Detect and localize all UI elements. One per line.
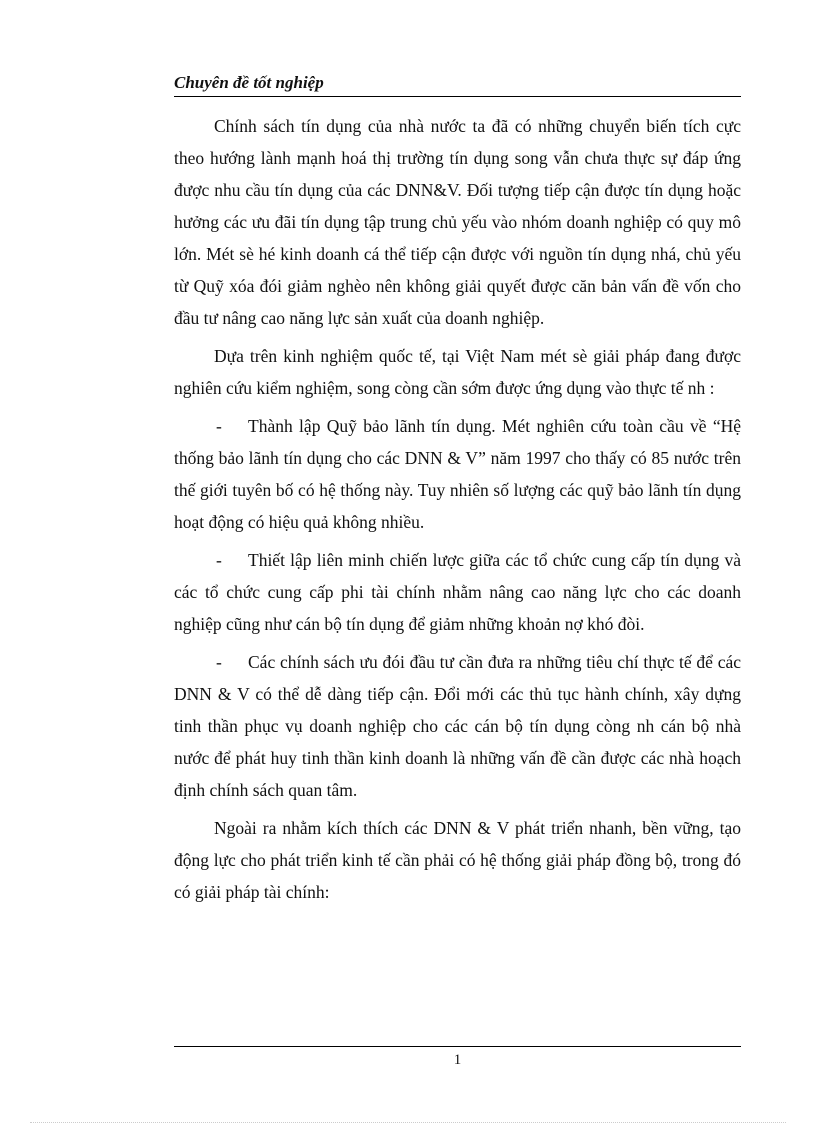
paragraph-text: Ngoài ra nhằm kích thích các DNN & V phát triển nhanh, bền vững, tạo động lực cho phát triển kinh tế cần phải có hệ thống giải pháp đồng bộ, trong đó có giải pháp tài chính: — [174, 818, 741, 902]
document-body — [174, 110, 741, 908]
paragraph-text: Thành lập Quỹ bảo lãnh tín dụng. Mét nghiên cứu toàn cầu về “Hệ thống bảo lãnh tín dụng cho các DNN & V” năm 1997 cho thấy có 85 nước trên thế giới tuyên bố có hệ thống này. Tuy nhiên số lượng các quỹ bảo lãnh tín dụng hoạt động có hiệu quả không nhiều. — [174, 416, 741, 532]
page-header — [174, 73, 741, 97]
footer-divider — [174, 1046, 741, 1047]
paragraph-text: Thiết lập liên minh chiến lược giữa các tổ chức cung cấp tín dụng và các tổ chức cung cấp phi tài chính nhằm nâng cao năng lực cho các doanh nghiệp cũng như cán bộ tín dụng để giảm những khoản nợ khó đòi. — [174, 550, 741, 634]
paragraph — [174, 340, 741, 404]
bullet-paragraph — [174, 544, 741, 640]
dash-marker: - — [216, 550, 222, 570]
paragraph-text: Chính sách tín dụng của nhà nước ta đã có những chuyển biến tích cực theo hướng lành mạnh hoá thị trường tín dụng song vẫn chưa thực sự đáp ứng được nhu cầu tín dụng của các DNN&V. Đối tượng tiếp cận được tín dụng hoặc hưởng các ưu đãi tín dụng tập trung chủ yếu vào nhóm doanh nghiệp có quy mô lớn. Mét sè hé kinh doanh cá thể tiếp cận được với nguồn tín dụng nhá, chủ yếu từ Quỹ xóa đói giảm nghèo nên không giải quyết được căn bản vấn đề vốn cho đầu tư nâng cao năng lực sản xuất của doanh nghiệp. — [174, 116, 741, 328]
paragraph-text: Dựa trên kinh nghiệm quốc tế, tại Việt Nam mét sè giải pháp đang được nghiên cứu kiểm nghiệm, song còng cần sớm được ứng dụng vào thực tế nh : — [174, 346, 741, 398]
paragraph — [174, 812, 741, 908]
paragraph — [174, 110, 741, 334]
page-number: 1 — [453, 1052, 462, 1068]
header-title: Chuyên đề tốt nghiệp — [174, 73, 324, 92]
bullet-paragraph — [174, 646, 741, 806]
paragraph-text: Các chính sách ưu đói đầu tư cần đưa ra những tiêu chí thực tế để các DNN & V có thể dễ dàng tiếp cận. Đổi mới các thủ tục hành chính, xây dựng tinh thần phục vụ doanh nghiệp cho các cán bộ tín dụng còng nh cán bộ nhà nước để phát huy tinh thần kinh doanh là những vấn đề cần được các nhà hoạch định chính sách quan tâm. — [174, 652, 741, 800]
dash-marker: - — [216, 416, 222, 436]
dash-marker: - — [216, 652, 222, 672]
bullet-paragraph — [174, 410, 741, 538]
